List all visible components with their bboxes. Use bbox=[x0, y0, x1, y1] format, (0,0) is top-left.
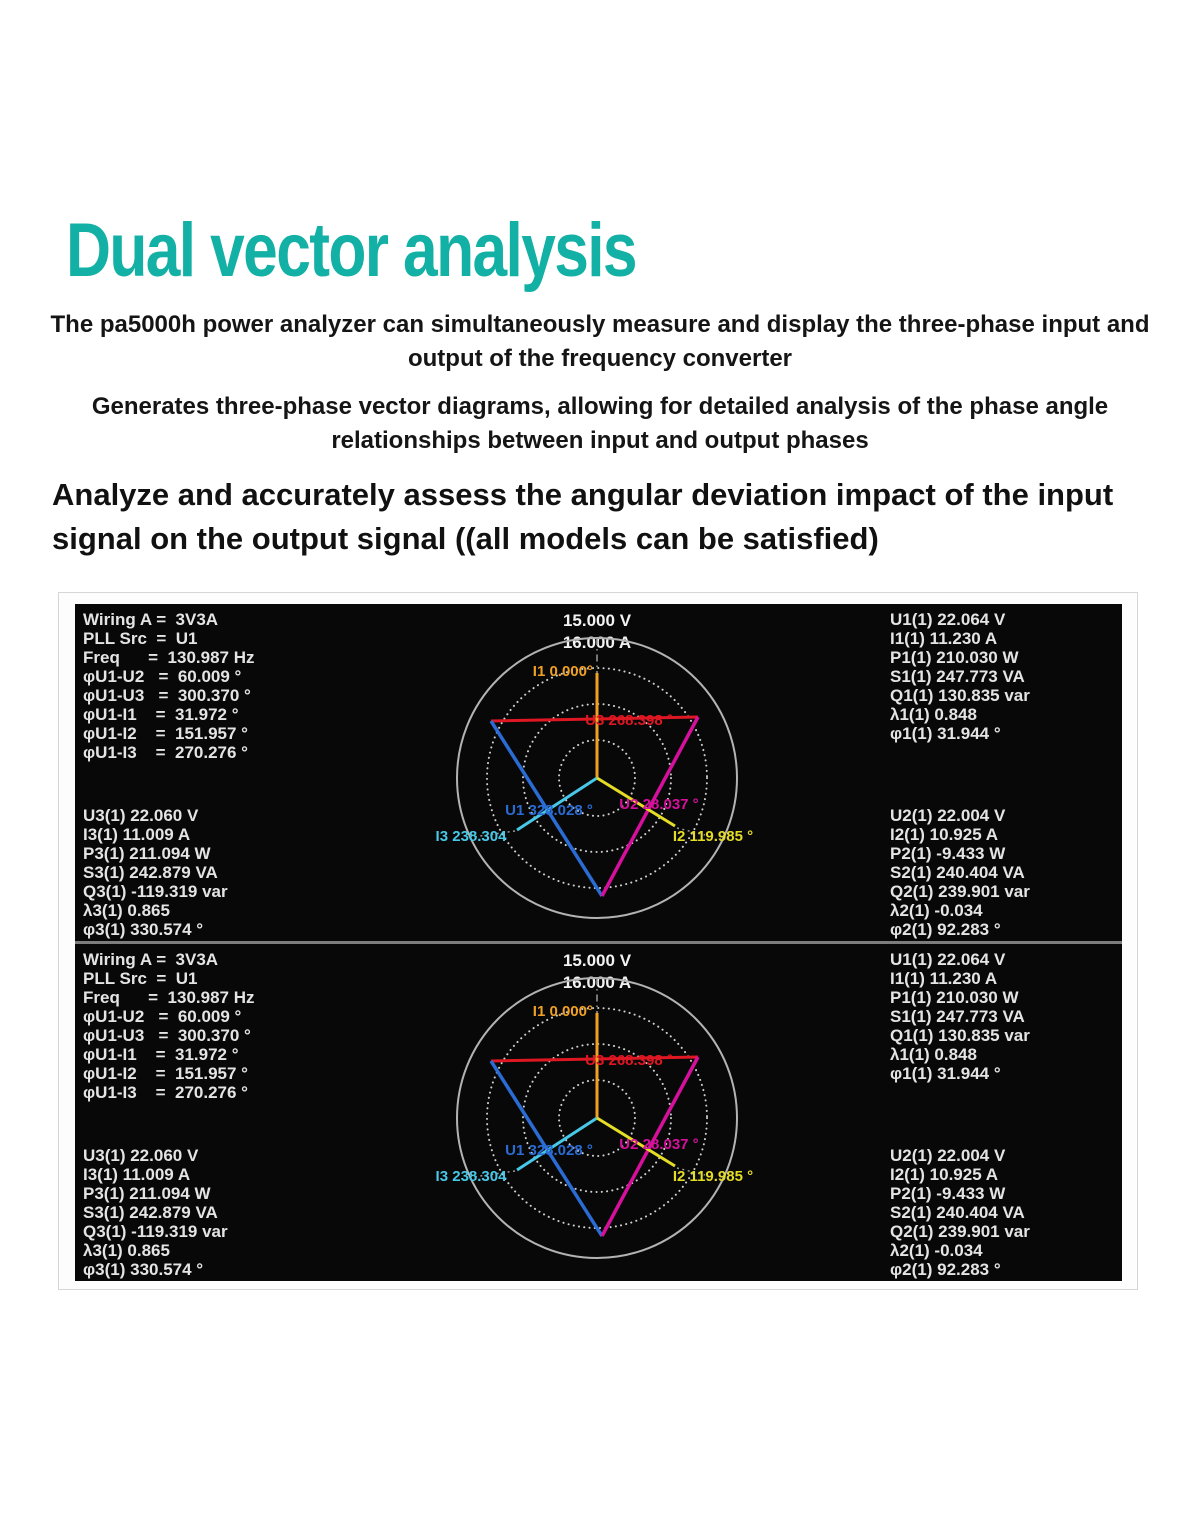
readout-line: S3(1) 242.879 VA bbox=[83, 863, 218, 882]
readout-line: U1(1) 22.064 V bbox=[890, 610, 1006, 629]
u2-angle-label: U2 28.037 ° bbox=[619, 1136, 699, 1153]
settings-line: φU1-I3 = 270.276 ° bbox=[83, 743, 248, 762]
u1-angle-label: U1 328.028 ° bbox=[505, 1142, 593, 1159]
intro-paragraph: The pa5000h power analyzer can simultaneously measure and display the three-phase input and output of the frequency converter bbox=[50, 311, 1150, 372]
readout-line: φ1(1) 31.944 ° bbox=[890, 1064, 1001, 1083]
readout-line: I3(1) 11.009 A bbox=[83, 1165, 191, 1184]
settings-line: Wiring A = 3V3A bbox=[83, 950, 219, 969]
readout-line: λ1(1) 0.848 bbox=[890, 1045, 977, 1064]
settings-block bbox=[83, 610, 255, 762]
analyzer-panel bbox=[75, 604, 1122, 1281]
vector-diagram bbox=[427, 944, 767, 1281]
screenshot-card bbox=[58, 592, 1138, 1290]
readout-line: λ2(1) -0.034 bbox=[890, 901, 983, 920]
vector-diagram bbox=[427, 604, 767, 941]
readout-line: S2(1) 240.404 VA bbox=[890, 863, 1025, 882]
settings-line: φU1-I1 = 31.972 ° bbox=[83, 705, 239, 724]
current-scale-label: 16.000 A bbox=[562, 633, 632, 652]
readout-line: Q2(1) 239.901 var bbox=[890, 882, 1030, 901]
i1-angle-label: I1 0.000° bbox=[532, 663, 593, 680]
settings-line: φU1-I3 = 270.276 ° bbox=[83, 1083, 248, 1102]
readout-line: S1(1) 247.773 VA bbox=[890, 1007, 1025, 1026]
readout-line: I1(1) 11.230 A bbox=[890, 629, 998, 648]
readout-line: Q3(1) -119.319 var bbox=[83, 1222, 228, 1241]
voltage-scale-label: 15.000 V bbox=[562, 611, 632, 630]
settings-line: Freq = 130.987 Hz bbox=[83, 648, 255, 667]
readout-line: U1(1) 22.064 V bbox=[890, 950, 1006, 969]
readout-line: U3(1) 22.060 V bbox=[83, 806, 199, 825]
element3-readouts bbox=[83, 806, 228, 939]
i1-angle-label: I1 0.000° bbox=[532, 1003, 593, 1020]
element1-readouts bbox=[890, 950, 1030, 1083]
readout-line: S1(1) 247.773 VA bbox=[890, 667, 1025, 686]
readout-line: Q1(1) 130.835 var bbox=[890, 686, 1030, 705]
settings-line: φU1-I1 = 31.972 ° bbox=[83, 1045, 239, 1064]
readout-line: Q2(1) 239.901 var bbox=[890, 1222, 1030, 1241]
readout-line: U3(1) 22.060 V bbox=[83, 1146, 199, 1165]
readout-line: λ3(1) 0.865 bbox=[83, 1241, 170, 1260]
readout-line: S3(1) 242.879 VA bbox=[83, 1203, 218, 1222]
readout-line: φ3(1) 330.574 ° bbox=[83, 1260, 204, 1279]
settings-line: Freq = 130.987 Hz bbox=[83, 988, 255, 1007]
settings-line: Wiring A = 3V3A bbox=[83, 610, 219, 629]
readout-line: U2(1) 22.004 V bbox=[890, 1146, 1006, 1165]
readout-line: λ3(1) 0.865 bbox=[83, 901, 170, 920]
readout-line: P3(1) 211.094 W bbox=[83, 1184, 211, 1203]
readout-line: P3(1) 211.094 W bbox=[83, 844, 211, 863]
i3-angle-label: I3 238.304 bbox=[435, 1168, 507, 1185]
settings-line: PLL Src = U1 bbox=[83, 629, 198, 648]
readout-line: φ1(1) 31.944 ° bbox=[890, 724, 1001, 743]
readout-line: λ1(1) 0.848 bbox=[890, 705, 977, 724]
i2-angle-label: I2 119.985 ° bbox=[672, 828, 754, 845]
readout-line: I3(1) 11.009 A bbox=[83, 825, 191, 844]
voltage-scale-label: 15.000 V bbox=[562, 951, 632, 970]
i2-angle-label: I2 119.985 ° bbox=[672, 1168, 754, 1185]
benefit-paragraph: Analyze and accurately assess the angular deviation impact of the input signal on the output signal ((all models can be satisfied) bbox=[52, 477, 1114, 556]
u3-angle-label: U3 268.398 ° bbox=[585, 1052, 673, 1069]
readout-line: φ3(1) 330.574 ° bbox=[83, 920, 204, 939]
readout-line: Q1(1) 130.835 var bbox=[890, 1026, 1030, 1045]
readout-line: I2(1) 10.925 A bbox=[890, 1165, 999, 1184]
readout-line: P2(1) -9.433 W bbox=[890, 1184, 1006, 1203]
analyzer-screen-bottom bbox=[75, 944, 1122, 1281]
readout-line: λ2(1) -0.034 bbox=[890, 1241, 983, 1260]
u2-angle-label: U2 28.037 ° bbox=[619, 796, 699, 813]
readout-line: P2(1) -9.433 W bbox=[890, 844, 1006, 863]
readout-line: S2(1) 240.404 VA bbox=[890, 1203, 1025, 1222]
settings-line: φU1-I2 = 151.957 ° bbox=[83, 1064, 248, 1083]
readout-line: φ2(1) 92.283 ° bbox=[890, 920, 1001, 939]
vector-diagram-svg bbox=[427, 604, 767, 941]
analyzer-screen-top bbox=[75, 604, 1122, 941]
element3-readouts bbox=[83, 1146, 228, 1279]
readout-line: U2(1) 22.004 V bbox=[890, 806, 1006, 825]
settings-block bbox=[83, 950, 255, 1102]
settings-line: φU1-U3 = 300.370 ° bbox=[83, 1026, 251, 1045]
feature-paragraph: Generates three-phase vector diagrams, allowing for detailed analysis of the phase angle relationships between input and output phases bbox=[91, 393, 1109, 454]
settings-line: PLL Src = U1 bbox=[83, 969, 198, 988]
vector-diagram-svg bbox=[427, 944, 767, 1281]
readout-line: Q3(1) -119.319 var bbox=[83, 882, 228, 901]
element2-readouts bbox=[890, 806, 1030, 939]
readout-line: I1(1) 11.230 A bbox=[890, 969, 998, 988]
settings-line: φU1-U2 = 60.009 ° bbox=[83, 667, 242, 686]
settings-line: φU1-I2 = 151.957 ° bbox=[83, 724, 248, 743]
i3-angle-label: I3 238.304 bbox=[435, 828, 507, 845]
readout-line: φ2(1) 92.283 ° bbox=[890, 1260, 1001, 1279]
element2-readouts bbox=[890, 1146, 1030, 1279]
element1-readouts bbox=[890, 610, 1030, 743]
readout-line: P1(1) 210.030 W bbox=[890, 648, 1019, 667]
settings-line: φU1-U3 = 300.370 ° bbox=[83, 686, 251, 705]
readout-line: P1(1) 210.030 W bbox=[890, 988, 1019, 1007]
current-scale-label: 16.000 A bbox=[562, 973, 632, 992]
page-title: Dual vector analysis bbox=[66, 207, 636, 293]
readout-line: I2(1) 10.925 A bbox=[890, 825, 999, 844]
u3-angle-label: U3 268.398 ° bbox=[585, 712, 673, 729]
u1-angle-label: U1 328.028 ° bbox=[505, 802, 593, 819]
settings-line: φU1-U2 = 60.009 ° bbox=[83, 1007, 242, 1026]
